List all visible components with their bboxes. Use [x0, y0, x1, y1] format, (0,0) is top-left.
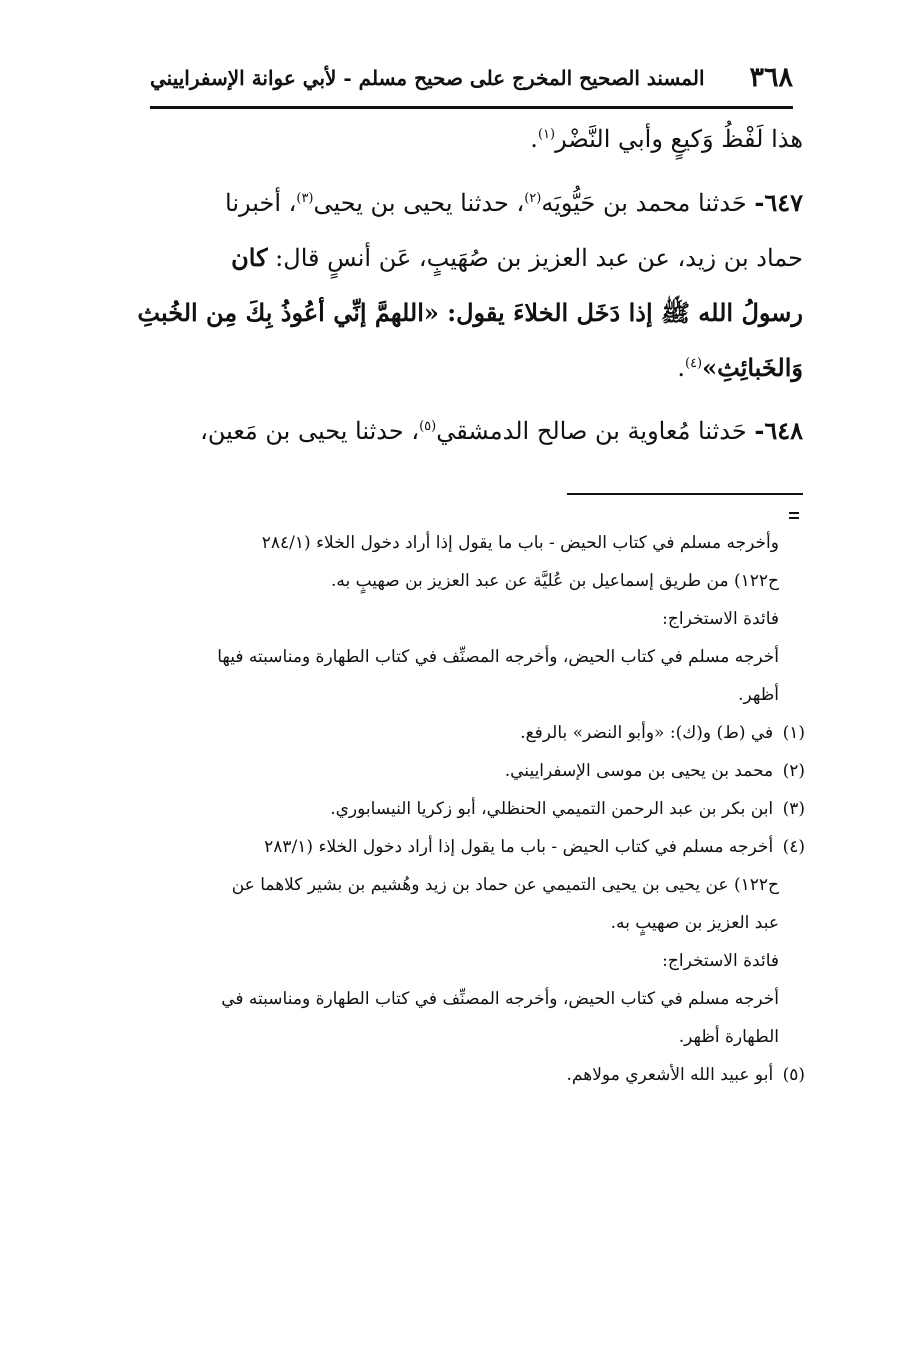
page-number: ٣٦٨	[749, 62, 793, 93]
line-text: ، حدثنا يحيى بن مَعين،	[200, 417, 420, 445]
hadith-number: ٦٤٨-	[754, 416, 803, 445]
footnote-number: (٢)	[782, 761, 805, 781]
footnote-line: أظهر.	[738, 685, 779, 705]
footnote-line: فائدة الاستخراج:	[662, 951, 779, 971]
footnote-ref: (١)	[537, 127, 556, 142]
footnote-1	[80, 714, 805, 752]
line-text: حَدثنا محمد بن حَيُّويَه	[541, 189, 747, 217]
line-bold: وَالخَبائِثِ»	[702, 353, 803, 382]
header-rule	[150, 106, 793, 109]
hadith-647-line-2	[80, 230, 803, 285]
footnote-number: (١)	[782, 723, 805, 743]
line-bold: رسولُ الله ﷺ إذا دَخَل الخلاءَ يقول: «اللهمَّ إنِّي أعُوذُ بِكَ مِن الخُبثِ	[137, 298, 803, 327]
footnote-ref: (٥)	[419, 419, 437, 434]
hadith-number: ٦٤٧-	[754, 188, 803, 217]
footnote-ref: (٤)	[684, 356, 703, 371]
footnote-line: ح١٢٢) عن يحيى بن يحيى التميمي عن حماد بن زيد وهُشيم بن بشير كلاهما عن	[231, 875, 779, 895]
footnote-line: وأخرجه مسلم في كتاب الحيض - باب ما يقول إذا أراد دخول الخلاء (٢٨٤/١	[261, 533, 779, 553]
footnote-text: في (ط) و(ك): «وأبو النضر» بالرفع.	[520, 723, 774, 743]
hadith-647-line-4	[80, 340, 803, 395]
footnote-text: أبو عبيد الله الأشعري مولاهم.	[566, 1065, 774, 1085]
footnotes	[80, 524, 805, 1094]
footnote-separator	[567, 493, 803, 495]
text-line	[80, 112, 803, 167]
footnote-number: (٣)	[782, 799, 805, 819]
footnote-line: عبد العزيز بن صهيبٍ به.	[610, 913, 779, 933]
footnote-3	[80, 790, 805, 828]
line-bold: كان	[231, 243, 268, 272]
footnote-line: فائدة الاستخراج:	[662, 609, 779, 629]
continuation-mark	[789, 512, 799, 519]
footnote-text: محمد بن يحيى بن موسى الإسفراييني.	[504, 761, 774, 781]
footnote-line: الطهارة أظهر.	[678, 1027, 779, 1047]
hadith-648-line-1	[80, 403, 803, 458]
footnote-4	[80, 828, 805, 866]
line-text: حماد بن زيد، عن عبد العزيز بن صُهَيبٍ، عَن أنسٍ قال:	[267, 244, 803, 272]
running-title: المسند الصحيح المخرج على صحيح مسلم - لأبي عوانة الإسفراييني	[150, 65, 705, 90]
line-text: هذا لَفْظُ وَكيعٍ وأبي النَّضْر	[555, 125, 803, 153]
footnote-line: ح١٢٢) من طريق إسماعيل بن عُليَّة عن عبد العزيز بن صهيبٍ به.	[330, 571, 779, 591]
line-text: ، حدثنا يحيى بن يحيى	[313, 189, 525, 217]
line-tail: .	[677, 354, 685, 382]
line-text: ، أخبرنا	[225, 189, 297, 217]
footnote-line: أخرجه مسلم في كتاب الحيض، وأخرجه المصنِّف في كتاب الطهارة ومناسبته فيها	[217, 647, 779, 667]
footnote-ref: (٢)	[524, 191, 542, 206]
page-header	[150, 62, 793, 93]
footnote-ref: (٣)	[296, 191, 314, 206]
footnote-number: (٤)	[782, 837, 805, 857]
footnote-text: أخرجه مسلم في كتاب الحيض - باب ما يقول إذا أراد دخول الخلاء (٢٨٣/١	[264, 837, 774, 857]
footnote-line: أخرجه مسلم في كتاب الحيض، وأخرجه المصنِّف في كتاب الطهارة ومناسبته في	[221, 989, 779, 1009]
line-tail: .	[530, 125, 538, 153]
footnote-text: ابن بكر بن عبد الرحمن التميمي الحنظلي، أبو زكريا النيسابوري.	[330, 799, 774, 819]
footnote-2	[80, 752, 805, 790]
line-text: حَدثنا مُعاوية بن صالح الدمشقي	[436, 417, 747, 445]
main-text	[80, 112, 803, 458]
footnote-number: (٥)	[782, 1065, 805, 1085]
hadith-647-line-3	[80, 285, 803, 340]
hadith-647-line-1	[80, 175, 803, 230]
footnote-5	[80, 1056, 805, 1094]
